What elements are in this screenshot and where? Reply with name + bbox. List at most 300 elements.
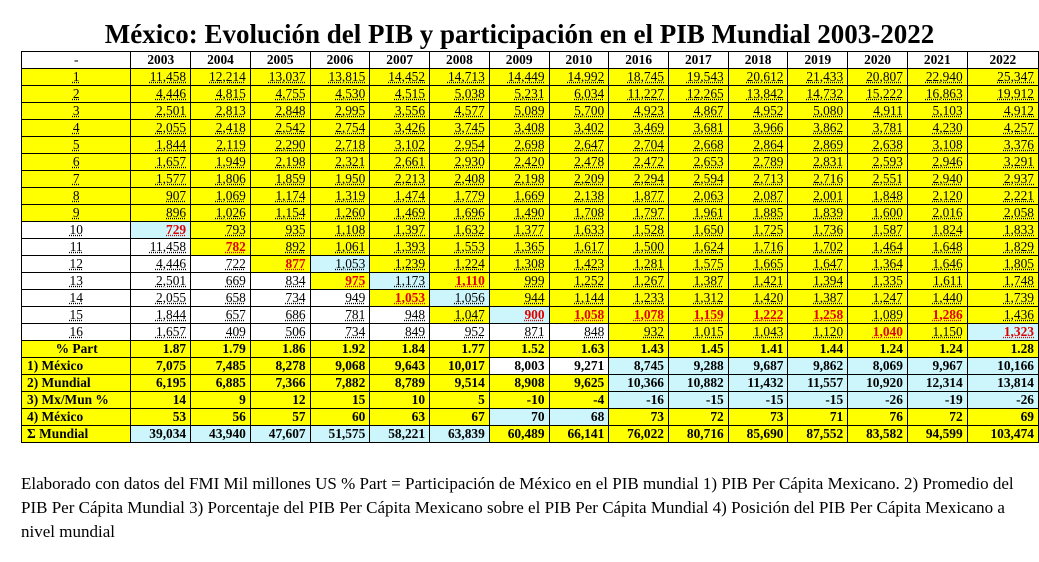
table-cell: 2,087 [728, 188, 788, 205]
table-cell: 729 [131, 222, 191, 239]
table-cell: 4,952 [728, 103, 788, 120]
table-cell: 1,174 [250, 188, 310, 205]
row-rank-label: 5 [22, 137, 131, 154]
table-cell: 1,824 [907, 222, 967, 239]
summary-cell: 53 [131, 409, 191, 426]
table-cell: 1,587 [848, 222, 908, 239]
table-cell: 999 [489, 273, 549, 290]
table-cell: 4,815 [191, 86, 251, 103]
summary-cell: 1.92 [310, 341, 370, 358]
table-cell: 15,222 [848, 86, 908, 103]
summary-cell: 68 [549, 409, 609, 426]
year-header: 2016 [609, 52, 669, 69]
table-cell: 1,058 [549, 307, 609, 324]
row-rank-label: 10 [22, 222, 131, 239]
table-cell: 2,638 [848, 137, 908, 154]
table-cell: 3,102 [370, 137, 430, 154]
summary-cell: 66,141 [549, 426, 609, 443]
row-rank-label: 2 [22, 86, 131, 103]
table-cell: 1,323 [967, 324, 1038, 341]
table-cell: 782 [191, 239, 251, 256]
row-rank-label: 12 [22, 256, 131, 273]
summary-cell: 12 [250, 392, 310, 409]
row-rank-label: 11 [22, 239, 131, 256]
table-row [22, 290, 1039, 307]
footnote: Elaborado con datos del FMI Mil millones US % Part = Participación de México en el PIB mundial 1) PIB Per Cápita Mexicano. 2) Promedio del PIB Per Cápita Mundial 3) Porcentaje del PIB Per Cápita Mexicano sobre el PIB Per Cápita Mundial 4) Posición del PIB Per Cápita Mexicano a nivel mundial [21, 474, 1014, 541]
table-cell: 2,848 [250, 103, 310, 120]
table-cell: 1,961 [669, 205, 729, 222]
summary-cell: 10,920 [848, 375, 908, 392]
table-cell: 3,376 [967, 137, 1038, 154]
table-cell: 657 [191, 307, 251, 324]
row-rank-label: 9 [22, 205, 131, 222]
table-row [22, 154, 1039, 171]
table-cell: 3,108 [907, 137, 967, 154]
table-cell: 5,038 [430, 86, 490, 103]
summary-cell: 9,862 [788, 358, 848, 375]
table-cell: 1,611 [907, 273, 967, 290]
year-header: 2006 [310, 52, 370, 69]
summary-cell: 10,366 [609, 375, 669, 392]
table-cell: 2,221 [967, 188, 1038, 205]
table-cell: 896 [131, 205, 191, 222]
table-cell: 1,015 [669, 324, 729, 341]
year-header: 2022 [967, 52, 1038, 69]
table-cell: 1,490 [489, 205, 549, 222]
summary-cell: 9,288 [669, 358, 729, 375]
table-cell: 20,807 [848, 69, 908, 86]
summary-cell: 1.41 [728, 341, 788, 358]
table-cell: 14,732 [788, 86, 848, 103]
table-cell: 14,452 [370, 69, 430, 86]
table-cell: 1,233 [609, 290, 669, 307]
table-cell: 1,286 [907, 307, 967, 324]
summary-cell: 60,489 [489, 426, 549, 443]
table-cell: 1,120 [788, 324, 848, 341]
table-cell: 2,055 [131, 290, 191, 307]
table-cell: 2,198 [250, 154, 310, 171]
year-header: 2007 [370, 52, 430, 69]
summary-cell: 9,643 [370, 358, 430, 375]
year-header: 2020 [848, 52, 908, 69]
table-cell: 2,937 [967, 171, 1038, 188]
table-row [22, 171, 1039, 188]
table-cell: 2,661 [370, 154, 430, 171]
table-cell: 12,265 [669, 86, 729, 103]
summary-row [22, 392, 1039, 409]
table-cell: 669 [191, 273, 251, 290]
table-cell: 1,650 [669, 222, 729, 239]
table-cell: 5,089 [489, 103, 549, 120]
table-cell: 2,209 [549, 171, 609, 188]
table-cell: 1,725 [728, 222, 788, 239]
header-corner: - [22, 52, 131, 69]
summary-cell: 9,068 [310, 358, 370, 375]
table-cell: 1,806 [191, 171, 251, 188]
summary-cell: 1.24 [848, 341, 908, 358]
table-cell: 4,446 [131, 256, 191, 273]
table-cell: 1,528 [609, 222, 669, 239]
table-cell: 12,214 [191, 69, 251, 86]
year-header: 2021 [907, 52, 967, 69]
table-cell: 19,543 [669, 69, 729, 86]
table-cell: 1,281 [609, 256, 669, 273]
year-header: 2003 [131, 52, 191, 69]
table-cell: 1,949 [191, 154, 251, 171]
table-cell: 2,408 [430, 171, 490, 188]
table-cell: 5,700 [549, 103, 609, 120]
table-cell: 975 [310, 273, 370, 290]
table-cell: 2,001 [788, 188, 848, 205]
table-cell: 1,397 [370, 222, 430, 239]
table-cell: 6,034 [549, 86, 609, 103]
summary-cell: 47,607 [250, 426, 310, 443]
table-cell: 1,624 [669, 239, 729, 256]
table-cell: 5,231 [489, 86, 549, 103]
table-cell: 3,745 [430, 120, 490, 137]
table-cell: 952 [430, 324, 490, 341]
year-header: 2009 [489, 52, 549, 69]
year-header: 2018 [728, 52, 788, 69]
summary-cell: 1.79 [191, 341, 251, 358]
summary-cell: 10,017 [430, 358, 490, 375]
table-cell: 3,291 [967, 154, 1038, 171]
table-cell: 4,577 [430, 103, 490, 120]
summary-cell: 9,625 [549, 375, 609, 392]
table-cell: 19,912 [967, 86, 1038, 103]
table-cell: 2,016 [907, 205, 967, 222]
summary-cell: -15 [728, 392, 788, 409]
summary-cell: 87,552 [788, 426, 848, 443]
summary-cell: -10 [489, 392, 549, 409]
table-cell: 3,862 [788, 120, 848, 137]
table-cell: 4,230 [907, 120, 967, 137]
summary-cell: 73 [728, 409, 788, 426]
summary-cell: 71 [788, 409, 848, 426]
table-cell: 1,150 [907, 324, 967, 341]
table-cell: 1,859 [250, 171, 310, 188]
table-cell: 1,421 [728, 273, 788, 290]
table-cell: 4,755 [250, 86, 310, 103]
table-cell: 1,797 [609, 205, 669, 222]
summary-cell: -26 [848, 392, 908, 409]
table-cell: 4,515 [370, 86, 430, 103]
table-cell: 2,058 [967, 205, 1038, 222]
year-header: 2019 [788, 52, 848, 69]
table-cell: 13,815 [310, 69, 370, 86]
table-cell: 1,500 [609, 239, 669, 256]
summary-cell: 8,069 [848, 358, 908, 375]
row-rank-label: 13 [22, 273, 131, 290]
table-cell: 1,069 [191, 188, 251, 205]
summary-cell: 1.87 [131, 341, 191, 358]
table-cell: 5,080 [788, 103, 848, 120]
summary-cell: 56 [191, 409, 251, 426]
summary-cell: 1.43 [609, 341, 669, 358]
table-cell: 1,647 [788, 256, 848, 273]
year-header: 2017 [669, 52, 729, 69]
table-cell: 734 [310, 324, 370, 341]
table-cell: 3,966 [728, 120, 788, 137]
summary-cell: 85,690 [728, 426, 788, 443]
table-cell: 21,433 [788, 69, 848, 86]
table-cell: 2,647 [549, 137, 609, 154]
table-cell: 1,108 [310, 222, 370, 239]
table-cell: 722 [191, 256, 251, 273]
summary-row [22, 341, 1039, 358]
table-cell: 2,754 [310, 120, 370, 137]
summary-cell: 58,221 [370, 426, 430, 443]
table-cell: 1,394 [788, 273, 848, 290]
table-cell: 2,294 [609, 171, 669, 188]
header-row [22, 52, 1039, 69]
table-cell: 1,173 [370, 273, 430, 290]
table-cell: 1,669 [489, 188, 549, 205]
summary-cell: 72 [907, 409, 967, 426]
table-cell: 1,805 [967, 256, 1038, 273]
table-cell: 14,449 [489, 69, 549, 86]
gdp-table-container [21, 51, 1039, 443]
summary-row-label: 4) México [22, 409, 131, 426]
table-cell: 1,026 [191, 205, 251, 222]
table-row [22, 188, 1039, 205]
table-cell: 506 [250, 324, 310, 341]
summary-cell: 1.63 [549, 341, 609, 358]
row-rank-label: 6 [22, 154, 131, 171]
table-cell: 1,474 [370, 188, 430, 205]
summary-row [22, 426, 1039, 443]
table-cell: 932 [609, 324, 669, 341]
table-cell: 877 [250, 256, 310, 273]
table-cell: 1,089 [848, 307, 908, 324]
table-cell: 1,224 [430, 256, 490, 273]
summary-cell: 7,485 [191, 358, 251, 375]
table-cell: 3,781 [848, 120, 908, 137]
table-cell: 2,716 [788, 171, 848, 188]
table-cell: 2,501 [131, 103, 191, 120]
summary-cell: 6,885 [191, 375, 251, 392]
summary-row [22, 375, 1039, 392]
table-cell: 11,227 [609, 86, 669, 103]
table-cell: 4,911 [848, 103, 908, 120]
table-cell: 1,423 [549, 256, 609, 273]
table-cell: 686 [250, 307, 310, 324]
table-row [22, 307, 1039, 324]
table-cell: 849 [370, 324, 430, 341]
table-cell: 1,665 [728, 256, 788, 273]
table-body [22, 69, 1039, 443]
table-cell: 1,702 [788, 239, 848, 256]
table-cell: 2,593 [848, 154, 908, 171]
table-cell: 1,848 [848, 188, 908, 205]
summary-row [22, 409, 1039, 426]
table-cell: 892 [250, 239, 310, 256]
summary-cell: 7,882 [310, 375, 370, 392]
row-rank-label: 4 [22, 120, 131, 137]
table-cell: 1,885 [728, 205, 788, 222]
table-cell: 2,864 [728, 137, 788, 154]
table-cell: 907 [131, 188, 191, 205]
summary-cell: -19 [907, 392, 967, 409]
table-cell: 1,053 [370, 290, 430, 307]
table-cell: 1,577 [131, 171, 191, 188]
table-cell: 4,530 [310, 86, 370, 103]
table-row [22, 103, 1039, 120]
table-cell: 734 [250, 290, 310, 307]
table-header [22, 52, 1039, 69]
table-cell: 2,869 [788, 137, 848, 154]
table-cell: 1,335 [848, 273, 908, 290]
summary-cell: 8,745 [609, 358, 669, 375]
table-cell: 1,633 [549, 222, 609, 239]
table-cell: 2,718 [310, 137, 370, 154]
summary-cell: 9,967 [907, 358, 967, 375]
table-cell: 2,813 [191, 103, 251, 120]
table-cell: 1,436 [967, 307, 1038, 324]
table-cell: 409 [191, 324, 251, 341]
table-cell: 1,312 [669, 290, 729, 307]
summary-row-label: 1) México [22, 358, 131, 375]
table-cell: 1,239 [370, 256, 430, 273]
table-cell: 2,472 [609, 154, 669, 171]
table-cell: 2,120 [907, 188, 967, 205]
table-cell: 2,713 [728, 171, 788, 188]
row-rank-label: 15 [22, 307, 131, 324]
table-cell: 2,704 [609, 137, 669, 154]
table-cell: 2,055 [131, 120, 191, 137]
summary-cell: 43,940 [191, 426, 251, 443]
table-cell: 4,446 [131, 86, 191, 103]
table-cell: 11,458 [131, 69, 191, 86]
table-cell: 1,387 [669, 273, 729, 290]
summary-cell: -15 [669, 392, 729, 409]
table-cell: 1,144 [549, 290, 609, 307]
table-cell: 2,501 [131, 273, 191, 290]
table-cell: 1,632 [430, 222, 490, 239]
summary-cell: 5 [430, 392, 490, 409]
summary-cell: 63,839 [430, 426, 490, 443]
table-cell: 793 [191, 222, 251, 239]
summary-cell: 39,034 [131, 426, 191, 443]
table-cell: 871 [489, 324, 549, 341]
summary-cell: 94,599 [907, 426, 967, 443]
table-cell: 25,347 [967, 69, 1038, 86]
summary-cell: 7,075 [131, 358, 191, 375]
table-cell: 944 [489, 290, 549, 307]
table-row [22, 86, 1039, 103]
table-cell: 1,708 [549, 205, 609, 222]
table-row [22, 273, 1039, 290]
summary-cell: 10 [370, 392, 430, 409]
table-cell: 1,308 [489, 256, 549, 273]
summary-cell: -16 [609, 392, 669, 409]
table-cell: 5,103 [907, 103, 967, 120]
row-rank-label: 1 [22, 69, 131, 86]
table-cell: 2,478 [549, 154, 609, 171]
table-cell: 1,648 [907, 239, 967, 256]
table-cell: 18,745 [609, 69, 669, 86]
table-cell: 13,842 [728, 86, 788, 103]
summary-cell: 1.45 [669, 341, 729, 358]
table-cell: 1,260 [310, 205, 370, 222]
table-cell: 2,138 [549, 188, 609, 205]
table-cell: 11,458 [131, 239, 191, 256]
table-cell: 1,646 [907, 256, 967, 273]
table-cell: 1,844 [131, 307, 191, 324]
summary-cell: -26 [967, 392, 1038, 409]
table-cell: 1,387 [788, 290, 848, 307]
table-cell: 1,040 [848, 324, 908, 341]
table-cell: 1,739 [967, 290, 1038, 307]
table-cell: 2,418 [191, 120, 251, 137]
summary-row-label: % Part [22, 341, 131, 358]
summary-cell: 1.28 [967, 341, 1038, 358]
summary-cell: 14 [131, 392, 191, 409]
table-cell: 2,954 [430, 137, 490, 154]
summary-cell: 1.52 [489, 341, 549, 358]
table-cell: 4,257 [967, 120, 1038, 137]
table-row [22, 222, 1039, 239]
summary-cell: 57 [250, 409, 310, 426]
table-row [22, 205, 1039, 222]
summary-cell: -4 [549, 392, 609, 409]
summary-cell: 6,195 [131, 375, 191, 392]
table-cell: 900 [489, 307, 549, 324]
summary-cell: 1.24 [907, 341, 967, 358]
table-cell: 13,037 [250, 69, 310, 86]
table-cell: 2,940 [907, 171, 967, 188]
table-cell: 1,393 [370, 239, 430, 256]
summary-cell: 72 [669, 409, 729, 426]
table-cell: 1,748 [967, 273, 1038, 290]
summary-cell: 73 [609, 409, 669, 426]
summary-cell: 9 [191, 392, 251, 409]
table-cell: 1,617 [549, 239, 609, 256]
table-cell: 1,440 [907, 290, 967, 307]
summary-cell: 1.86 [250, 341, 310, 358]
table-cell: 22,940 [907, 69, 967, 86]
table-cell: 1,159 [669, 307, 729, 324]
table-cell: 948 [370, 307, 430, 324]
year-header: 2004 [191, 52, 251, 69]
summary-cell: 103,474 [967, 426, 1038, 443]
table-cell: 1,247 [848, 290, 908, 307]
table-cell: 1,053 [310, 256, 370, 273]
summary-cell: 1.84 [370, 341, 430, 358]
summary-cell: 60 [310, 409, 370, 426]
table-cell: 2,213 [370, 171, 430, 188]
table-cell: 4,867 [669, 103, 729, 120]
table-cell: 14,992 [549, 69, 609, 86]
table-cell: 1,657 [131, 324, 191, 341]
summary-cell: 9,514 [430, 375, 490, 392]
table-cell: 2,831 [788, 154, 848, 171]
table-cell: 4,923 [609, 103, 669, 120]
summary-cell: 8,003 [489, 358, 549, 375]
table-cell: 1,364 [848, 256, 908, 273]
table-cell: 949 [310, 290, 370, 307]
summary-cell: 1.77 [430, 341, 490, 358]
table-cell: 781 [310, 307, 370, 324]
table-cell: 2,789 [728, 154, 788, 171]
summary-cell: 80,716 [669, 426, 729, 443]
table-cell: 1,464 [848, 239, 908, 256]
table-cell: 1,252 [549, 273, 609, 290]
summary-row-label: Σ Mundial [22, 426, 131, 443]
table-cell: 2,551 [848, 171, 908, 188]
table-cell: 1,950 [310, 171, 370, 188]
summary-cell: 15 [310, 392, 370, 409]
